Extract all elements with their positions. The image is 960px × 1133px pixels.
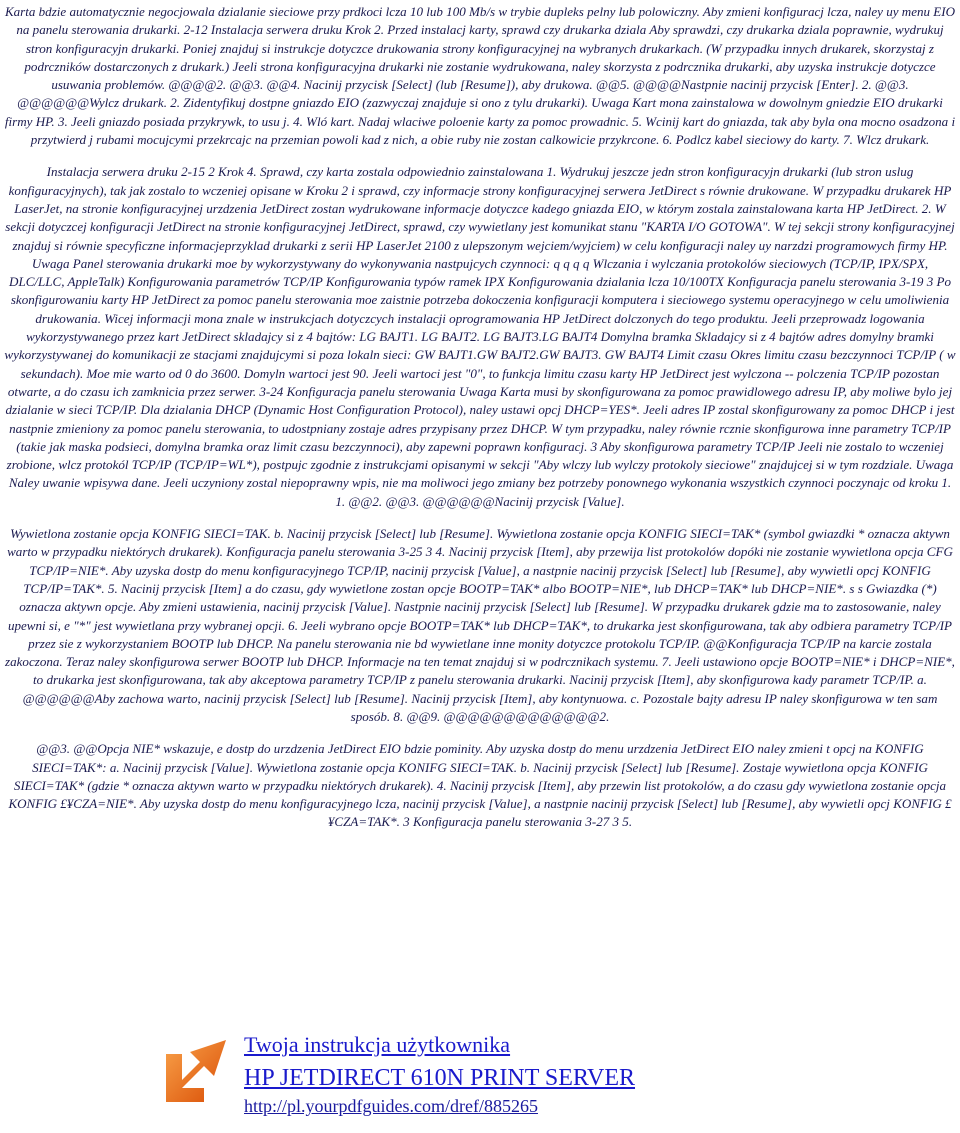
paragraph-3: Wywietlona zostanie opcja KONFIG SIECI=TAK. b. Nacinij przycisk [Select] lub [Resume]. Wywietlona zostanie opcja KONFIG SIECI=TAK* (symbol gwiazdki * oznacza aktywn warto w przypadku niektórych drukarek). Konfiguracja panelu sterowania 3-25 3 4. Nacinij przycisk [Item], aby przewija list protokolów dopóki nie zostanie wywietlona opcja CFG TCP/IP=NIE*. Aby uzyska dostp do menu konfiguracyjnego TCP/IP, nacinij przycisk [Value], a nastpnie nacinij przycisk [Select] lub [Resume], aby wywietli opcj KONFIG TCP/IP=TAK*. 5. Nacinij przycisk [Item] a do czasu, gdy wywietlone zostan opcje BOOTP=TAK* albo BOOTP=NIE*, lub DHCP=TAK* lub DHCP=NIE*. s s Gwiazdka (*) oznacza aktywn opcje. Aby zmieni ustawienia, nacinij przycisk [Value]. Nastpnie nacinij przycisk [Select] lub [Resume]. W przypadku drukarek gdzie ma to zastosowanie, naley upewni si, e "*" jest wywietlana przy wybranej opcji. 6. Jeeli wybrano opcje BOOTP=TAK* lub DHCP=TAK*, to drukarka jest skonfigurowana, tak aby odbiera parametry TCP/IP przez sie z wykorzystaniem BOOTP lub DHCP. Na panelu sterowania nie bd wywietlane inne monity dotyczce protokolu TCP/IP. @@Konfiguracja TCP/IP na karcie zostala zakoczona. Teraz naley skonfigurowa serwer BOOTP lub DHCP. Informacje na ten temat znajduj si w podrcznikach systemu. 7. Jeeli ustawiono opcje BOOTP=NIE* i DHCP=NIE*, to drukarka jest skonfigurowana, tak aby akceptowa parametry TCP/IP z panelu sterowania drukarki. Nacinij przycisk [Item], aby skonfigurowa kady parametr TCP/IP. a. @@@@@@Aby zachowa warto, nacinij przycisk [Select] lub [Resume]. Nacinij przycisk [Item], aby kontynuowa. c. Pozostale bajty adresu IP naley skonfigurowa w ten sam sposób. 8. @@9. @@@@@@@@@@@@@2. [5, 526, 955, 724]
paragraph-2: Instalacja serwera druku 2-15 2 Krok 4. Sprawd, czy karta zostala odpowiednio zainstalowana 1. Wydrukuj jeszcze jedn stron konfiguracyjn drukarki (lub stron uslug konfiguracyjnych), tak jak zostalo to wczeniej opisane w Kroku 2 i sprawd, czy informacje strony konfiguracyjnej serwera JetDirect s równie drukowane. W przypadku drukarek HP LaserJet, na stronie konfiguracyjnej urzdzenia JetDirect zostan wydrukowane informacje dotyczce kadego gniazda EIO, w którym zostala zainstalowana karta HP JetDirect. 2. W sekcji dotyczcej konfiguracji JetDirect na stronie konfiguracyjnej JetDirect, sprawd, czy wywietlany jest komunikat stanu "KARTA I/O GOTOWA". W tej sekcji strony konfiguracyjnej znajduj si równie specyficzne informacjeprzyklad drukarki z serii HP LaserJet 2100 z ulepszonym wejciem/wyjciem) w celu konfiguracji naley uy narzdzi programowych firmy HP. Uwaga Panel sterowania drukarki moe by wykorzystywany do wykonywania nastpujcych czynnoci: q q q q Wlczania i wylczania protokolów sieciowych (TCP/IP, IPX/SPX, DLC/LLC, AppleTalk) Konfigurowania parametrów TCP/IP Konfigurowania typów ramek IPX Konfigurowania dzialania lcza 10/100TX Konfiguracja panelu sterowania 3-19 3 Po skonfigurowaniu karty HP JetDirect za pomoc panelu sterowania moe zaistnie potrzeba dokoczenia konfiguracji komputera i sieciowego systemu operacyjnego w celu umoliwienia drukowania. Wicej informacji mona znale w instrukcjach dotyczcych instalacji oprogramowania HP JetDirect dolczonych do tego produktu. Jeeli przeprowadz logowania wykorzystywanego przez kart JetDirect skladajcy si z 4 bajtów: LG BAJT1. LG BAJT2. LG BAJT3.LG BAJT4 Domylna bramka Skladajcy si z 4 bajtów adres domylny bramki wykorzystywanej do komunikacji ze stacjami znajdujcymi si poza lokaln sieci: GW BAJT1.GW BAJT2.GW BAJT3. GW BAJT4 Limit czasu Okres limitu czasu bezczynnoci TCP/IP ( w sekundach). Moe mie warto od 0 do 3600. Domyln wartoci jest 90. Jeeli wartoci jest "0", to funkcja limitu czasu karty HP JetDirect jest wylczona -- polczenia TCP/IP pozostan otwarte, a do czasu ich zamknicia przez serwer. 3-24 Konfiguracja panelu sterowania Uwaga Karta musi by skonfigurowana za pomoc prawidlowego adresu IP, aby moliwe bylo jej dzialanie w sieci TCP/IP. Dla dzialania DHCP (Dynamic Host Configuration Protocol), naley ustawi opcj DHCP=YES*. Jeeli adres IP zostal skonfigurowany za pomoc DHCP i jest nastpnie zmieniony za pomoc panelu sterowania, to udostpniany zostaje adres przypisany przez DHCP. W tym przypadku, naley równie rcznie skonfigurowa inne parametry TCP/IP (takie jak maska podsieci, domylna bramka oraz limit czasu bezczynnoci), aby zapewni poprawn konfiguracj. 3 Aby skonfigurowa parametry TCP/IP Jeeli nie zostalo to wczeniej zrobione, wlcz protokól TCP/IP (TCP/IP=WL*), postpujc zgodnie z instrukcjami opisanymi w sekcji "Aby wlczy lub wylczy protokoly sieciowe" znajdujcej si w tym rozdziale. Uwaga Naley uwanie wpisywa dane. Jeeli uczyniony zostal niepoprawny wpis, nie ma moliwoci jego zmiany bez potrzeby ponownego wykonania wszystkich czynnoci poczynajc od kroku 1. 1. @@2. @@3. @@@@@@Nacinij przycisk [Value]. [4, 164, 956, 509]
arrow-logo-icon [160, 1032, 234, 1106]
footer-title-link[interactable]: Twoja instrukcja użytkownika [244, 1032, 511, 1057]
footer-product-link[interactable]: HP JETDIRECT 610N PRINT SERVER [244, 1065, 636, 1091]
paragraph-4: @@3. @@Opcja NIE* wskazuje, e dostp do urzdzenia JetDirect EIO bdzie pominity. Aby uzyska dostp do menu urzdzenia JetDirect EIO naley zmieni t opcj na KONFIG SIECI=TAK*: a. Nacinij przycisk [Value]. Wywietlona zostanie opcja KONIFG SIECI=TAK. b. Nacinij przycisk [Select] lub [Resume]. Zostaje wywietlona opcja KONFIG SIECI=TAK* (gdzie * oznacza aktywn warto w przypadku niektórych drukarek). 4. Nacinij przycisk [Item], aby przewin list protokolów, a do czasu gdy wywietlona zostanie opcja KONFIG £¥CZA=NIE*. Aby uzyska dostp do menu konfiguracyjnego lcza, nacinij przycisk [Value], a nastpnie nacinij przycisk [Select] lub [Resume], aby wywietli opcj KONFIG £¥CZA=TAK*. 3 Konfiguracja panelu sterowania 3-27 3 5. [8, 741, 952, 830]
footer-banner [160, 1030, 760, 1125]
footer-url-link[interactable]: http://pl.yourpdfguides.com/dref/885265 [244, 1096, 538, 1116]
paragraph-1: Karta bdzie automatycznie negocjowala dzialanie sieciowe przy prdkoci lcza 10 lub 100 Mb/s w trybie dupleks pelny lub polowiczny. Aby zmieni konfiguracj lcza, naley uy menu EIO na panelu sterowania drukarki. 2-12 Instalacja serwera druku Krok 2. Przed instalacj karty, sprawd czy drukarka dziala Aby sprawdzi, czy drukarka dziala poprawnie, wydrukuj stron konfiguracyjn drukarki. Poniej znajduj si instrukcje dotyczce drukowania strony konfiguracyjnej na wybranych drukarkach. (W przypadku innych drukarek, skorzystaj z podrczników dostarczonych z drukark.) Jeeli strona konfiguracyjna drukarki nie zostanie wydrukowana, naley skorzysta z podrcznika drukarki, aby uzyska instrukcje dotyczce usuwania problemów. @@@@2. @@3. @@4. Nacinij przycisk [Select] (lub [Resume]), aby drukowa. @@5. @@@@Nastpnie nacinij przycisk [Enter]. 2. @@3. @@@@@@Wylcz drukark. 2. Zidentyfikuj dostpne gniazdo EIO (zazwyczaj znajduje si ono z tylu drukarki). Uwaga Kart mona zainstalowa w dowolnym gniedzie EIO drukarki firmy HP. 3. Jeeli gniazdo posiada przykrywk, to usu j. 4. Wló kart. Nadaj wlaciwe poloenie karty za pomoc prowadnic. 5. Wcinij kart do gniazda, tak aby byla ona mocno osadzona i przytwierd j rubami mocujcymi przekrcajc na przemian powoli kad z nich, a obie ruby nie zostan calkowicie przykrcone. 6. Podlcz kabel sieciowy do karty. 7. Wlcz drukark. [4, 4, 956, 148]
